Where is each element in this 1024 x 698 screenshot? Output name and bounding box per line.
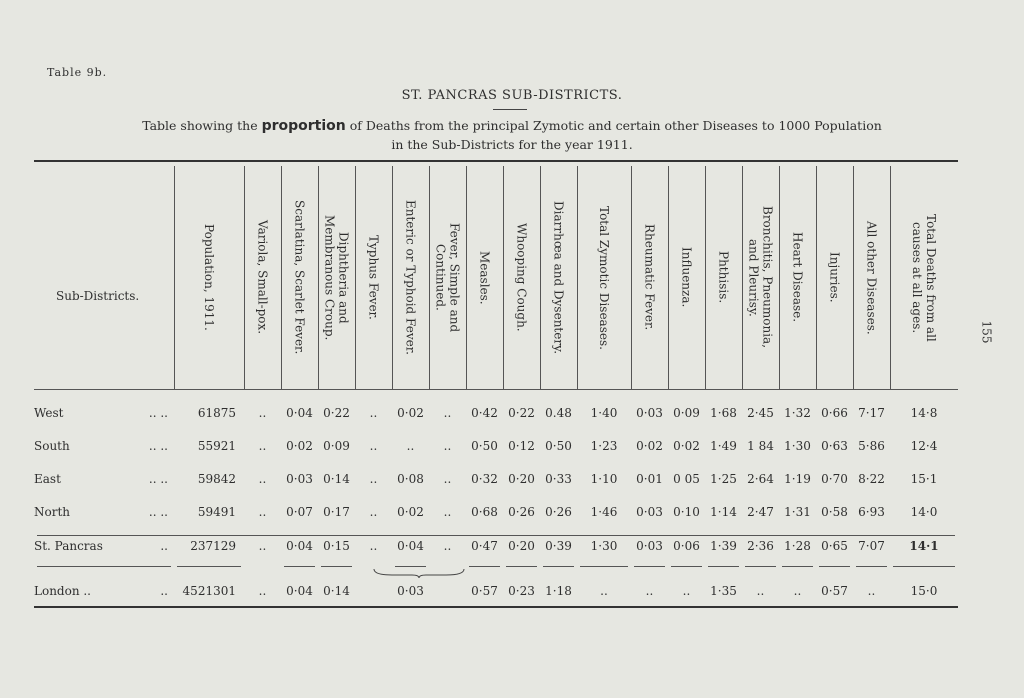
cell-enteric: 0·03 [397, 584, 424, 598]
cell-typhus: .. [369, 472, 378, 486]
cell-enteric: 0·02 [397, 406, 424, 420]
row-leader-dots: .. [160, 539, 168, 553]
cell-population: 61875 [197, 406, 236, 420]
cell-rheumatic: 0·03 [636, 406, 663, 420]
header-all_other [853, 166, 890, 389]
row-sub-district: East [34, 472, 61, 486]
cell-measles: 0·47 [471, 539, 498, 553]
header-whooping [503, 166, 540, 389]
cell-bronchitis: 2·45 [747, 406, 774, 420]
cell-total_zymotic: 1·30 [590, 539, 618, 553]
cell-all_other: 7·07 [858, 539, 885, 553]
description-text-1: Table showing the [142, 118, 262, 133]
header-diarrhoea [540, 166, 577, 389]
cell-heart: 1·28 [784, 539, 811, 553]
cell-typhus: .. [369, 505, 378, 519]
table-top-rule [34, 160, 958, 162]
summary-rule [321, 566, 352, 567]
cell-injuries: 0·58 [821, 505, 848, 519]
cell-whooping: 0·20 [508, 472, 535, 486]
row-sub-district: North [34, 505, 71, 519]
row-leader-dots: .. .. [148, 472, 168, 486]
cell-scarlatina: 0·04 [286, 406, 313, 420]
cell-diarrhoea: 0.48 [545, 406, 572, 420]
summary-rule [634, 566, 665, 567]
summary-rule [37, 535, 955, 536]
cell-whooping: 0·23 [508, 584, 535, 598]
header-whooping-label: Whooping Cough. [514, 223, 529, 332]
cell-population: 4521301 [182, 584, 236, 598]
table-description [0, 118, 1024, 134]
header-population-label: Population, 1911. [202, 224, 216, 331]
cell-bronchitis: .. [756, 584, 765, 598]
cell-phthisis: 1·14 [710, 505, 737, 519]
cell-typhus: .. [369, 406, 378, 420]
table-row [0, 472, 1024, 494]
summary-rule [745, 566, 776, 567]
header-influenza-label: Influenza. [679, 247, 694, 308]
cell-total_zymotic: .. [600, 584, 608, 598]
cell-heart: .. [793, 584, 802, 598]
header-phthisis [705, 166, 742, 389]
cell-variola: .. [258, 539, 267, 553]
row-leader-dots: .. [160, 584, 168, 598]
summary-rule [177, 566, 241, 567]
description-text-2: of Deaths from the principal Zymotic and certain other Diseases to 1000 Population [345, 118, 882, 133]
header-bronchitis-label: Bronchitis, Pneumonia, and Pleurisy. [746, 206, 775, 349]
header-total_zymotic [577, 166, 631, 389]
cell-enteric: 0·08 [397, 472, 424, 486]
header-scarlatina [281, 166, 318, 389]
header-variola [244, 166, 281, 389]
header-total [890, 166, 958, 389]
row-sub-district: St. Pancras [34, 539, 103, 553]
summary-rule [469, 566, 500, 567]
cell-influenza: .. [682, 584, 691, 598]
table-row [0, 406, 1024, 428]
cell-injuries: 0·65 [821, 539, 848, 553]
row-leader-dots: .. .. [148, 505, 168, 519]
summary-rule [506, 566, 537, 567]
header-fever-label: Fever, Simple and Continued. [433, 222, 462, 333]
cell-measles: 0·42 [471, 406, 498, 420]
cell-bronchitis: 2·36 [747, 539, 774, 553]
cell-variola: .. [258, 406, 267, 420]
header-influenza [668, 166, 705, 389]
summary-rule [671, 566, 702, 567]
header-typhus [355, 166, 392, 389]
cell-rheumatic: 0·03 [636, 505, 663, 519]
cell-population: 237129 [190, 539, 236, 553]
cell-bronchitis: 1 84 [747, 439, 774, 453]
summary-rule [284, 566, 315, 567]
cell-fever: .. [443, 539, 452, 553]
cell-all_other: .. [867, 584, 876, 598]
cell-phthisis: 1·68 [710, 406, 737, 420]
cell-all_other: 7·17 [858, 406, 885, 420]
cell-phthisis: 1·25 [710, 472, 737, 486]
row-sub-district: London .. [34, 584, 91, 598]
page-title: ST. PANCRAS SUB-DISTRICTS. [401, 88, 623, 103]
table-description-line-2: in the Sub-Districts for the year 1911. [391, 137, 633, 152]
cell-rheumatic: 0·02 [636, 439, 663, 453]
cell-fever: .. [443, 406, 452, 420]
table-row [0, 439, 1024, 461]
cell-scarlatina: 0·02 [286, 439, 313, 453]
cell-whooping: 0·20 [508, 539, 535, 553]
cell-typhus: .. [369, 539, 378, 553]
header-typhus-label: Typhus Fever. [366, 235, 381, 320]
cell-total_zymotic: 1·23 [590, 439, 618, 453]
cell-whooping: 0·12 [508, 439, 535, 453]
cell-injuries: 0·63 [821, 439, 848, 453]
cell-population: 55921 [197, 439, 236, 453]
cell-measles: 0·32 [471, 472, 498, 486]
cell-influenza: 0·09 [673, 406, 700, 420]
cell-rheumatic: .. [645, 584, 654, 598]
header-bottom-rule [34, 389, 958, 390]
header-enteric-label: Enteric or Typhoid Fever. [403, 200, 418, 355]
header-heart-label: Heart Disease. [790, 232, 805, 323]
summary-rule [819, 566, 850, 567]
header-rheumatic-label: Rheumatic Fever. [642, 224, 657, 331]
cell-diphtheria: 0·22 [323, 406, 350, 420]
cell-variola: .. [258, 505, 267, 519]
cell-enteric: 0·04 [397, 539, 424, 553]
summary-rule [580, 566, 628, 567]
header-measles [466, 166, 503, 389]
cell-variola: .. [258, 439, 267, 453]
cell-diarrhoea: 1·18 [545, 584, 572, 598]
cell-influenza: 0·02 [673, 439, 700, 453]
header-population [174, 166, 244, 389]
cell-influenza: 0·10 [673, 505, 700, 519]
header-all_other-label: All other Diseases. [864, 220, 879, 335]
cell-bronchitis: 2·64 [747, 472, 774, 486]
header-phthisis-label: Phthisis. [716, 251, 731, 304]
cell-all_other: 6·93 [858, 505, 885, 519]
header-variola-label: Variola, Small-pox. [255, 220, 270, 335]
table-bottom-rule [34, 606, 958, 608]
table-row [0, 539, 1024, 561]
summary-rule [37, 566, 171, 567]
summary-rule [893, 566, 955, 567]
header-measles-label: Measles. [477, 250, 492, 305]
cell-influenza: 0 05 [673, 472, 700, 486]
cell-all_other: 8·22 [858, 472, 885, 486]
cell-total: 14·0 [910, 505, 938, 519]
cell-measles: 0·50 [471, 439, 498, 453]
cell-phthisis: 1·39 [710, 539, 737, 553]
summary-rule [782, 566, 813, 567]
cell-variola: .. [258, 472, 267, 486]
cell-rheumatic: 0·01 [636, 472, 663, 486]
cell-enteric: 0·02 [397, 505, 424, 519]
cell-heart: 1·31 [784, 505, 811, 519]
cell-population: 59842 [197, 472, 236, 486]
header-enteric [392, 166, 429, 389]
row-sub-district: West [34, 406, 64, 420]
cell-fever: .. [443, 505, 452, 519]
header-fever [429, 166, 466, 389]
summary-rule [708, 566, 739, 567]
cell-diarrhoea: 0·26 [545, 505, 572, 519]
cell-phthisis: 1·35 [710, 584, 737, 598]
cell-total: 12·4 [910, 439, 938, 453]
cell-scarlatina: 0·07 [286, 505, 313, 519]
page-number: 155 [979, 320, 994, 344]
cell-whooping: 0·22 [508, 406, 535, 420]
brace-icon [372, 567, 466, 579]
cell-total: 14·1 [909, 539, 939, 553]
cell-total_zymotic: 1·10 [590, 472, 618, 486]
cell-population: 59491 [197, 505, 236, 519]
header-diphtheria [318, 166, 355, 389]
header-injuries [816, 166, 853, 389]
cell-typhus: .. [369, 439, 378, 453]
cell-diphtheria: 0·14 [323, 584, 350, 598]
cell-all_other: 5·86 [858, 439, 885, 453]
header-injuries-label: Injuries. [827, 252, 842, 303]
cell-diarrhoea: 0·33 [545, 472, 572, 486]
cell-scarlatina: 0·04 [286, 584, 313, 598]
header-total-label: Total Deaths from all causes at all ages. [910, 213, 938, 342]
cell-heart: 1·32 [784, 406, 811, 420]
cell-injuries: 0·66 [821, 406, 848, 420]
cell-injuries: 0·57 [821, 584, 848, 598]
summary-rule [856, 566, 887, 567]
table-row [0, 505, 1024, 527]
cell-diphtheria: 0·15 [323, 539, 350, 553]
cell-total_zymotic: 1·46 [590, 505, 618, 519]
cell-total: 15·0 [910, 584, 938, 598]
cell-whooping: 0·26 [508, 505, 535, 519]
cell-diphtheria: 0·14 [323, 472, 350, 486]
cell-scarlatina: 0·03 [286, 472, 313, 486]
description-emphasis: proportion [261, 118, 346, 134]
cell-variola: .. [258, 584, 267, 598]
cell-fever: .. [443, 472, 452, 486]
cell-total_zymotic: 1·40 [590, 406, 618, 420]
cell-heart: 1·19 [784, 472, 811, 486]
summary-rule [543, 566, 574, 567]
row-sub-district: South [34, 439, 70, 453]
cell-influenza: 0·06 [673, 539, 700, 553]
cell-measles: 0·68 [471, 505, 498, 519]
header-diphtheria-label: Diphtheria and Membranous Croup. [322, 214, 351, 341]
cell-heart: 1·30 [784, 439, 811, 453]
cell-total: 14·8 [910, 406, 938, 420]
cell-phthisis: 1·49 [710, 439, 737, 453]
cell-bronchitis: 2·47 [747, 505, 774, 519]
title-divider [493, 109, 527, 110]
row-leader-dots: .. .. [148, 406, 168, 420]
header-bronchitis [742, 166, 779, 389]
cell-fever: .. [443, 439, 452, 453]
table-row [0, 584, 1024, 606]
header-heart [779, 166, 816, 389]
cell-diarrhoea: 0·39 [545, 539, 572, 553]
row-leader-dots: .. .. [148, 439, 168, 453]
cell-enteric: .. [406, 439, 415, 453]
cell-injuries: 0·70 [821, 472, 848, 486]
cell-measles: 0·57 [471, 584, 498, 598]
table-label: Table 9b. [47, 66, 108, 79]
cell-diphtheria: 0·17 [323, 505, 350, 519]
header-total_zymotic-label: Total Zymotic Diseases. [597, 205, 611, 350]
cell-diarrhoea: 0·50 [545, 439, 572, 453]
header-diarrhoea-label: Diarrhœa and Dysentery. [551, 200, 566, 355]
cell-scarlatina: 0·04 [286, 539, 313, 553]
header-rheumatic [631, 166, 668, 389]
cell-rheumatic: 0·03 [636, 539, 663, 553]
header-scarlatina-label: Scarlatina, Scarlet Fever. [292, 200, 307, 355]
cell-diphtheria: 0·09 [323, 439, 350, 453]
header-sub-districts: Sub-Districts. [56, 289, 140, 303]
cell-total: 15·1 [910, 472, 938, 486]
